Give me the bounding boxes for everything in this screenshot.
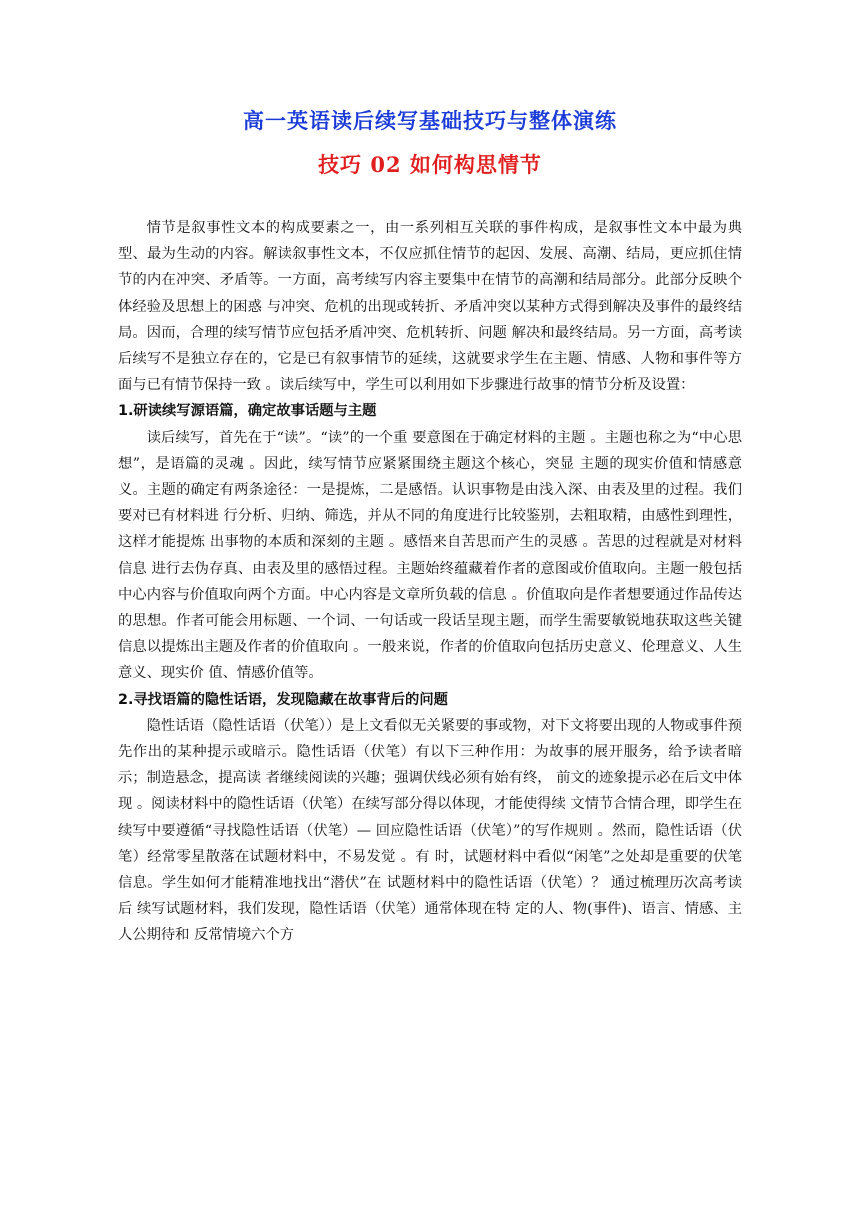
intro-paragraph: 情节是叙事性文本的构成要素之一，由一系列相互关联的事件构成，是叙事性文本中最为典型、最为生动的内容。解读叙事性文本，不仅应抓住情节的起因、发展、高潮、结局，更应抓住情节的内在冲突、矛盾等。一方面，高考续写内容主要集中在情节的高潮和结局部分。此部分反映个体经验及思想上的困惑 与冲突、危机的出现或转折、矛盾冲突以某种方式得到解决及事件的最终结局。因而，合理的续写情节应包括矛盾冲突、危机转折、问题 解决和最终结局。另一方面，高考读后续写不是独立存在的，它是已有叙事情节的延续，这就要求学生在主题、情感、人物和事件等方面与已有情节保持一致 。读后续写中，学生可以利用如下步骤进行故事的情节分析及设置：: [118, 220, 742, 394]
document-subtitle: 技巧 02 如何构思情节: [318, 152, 542, 177]
section-1-paragraph: 读后续写，首先在于“读”。“读”的一个重 要意图在于确定材料的主题 。主题也称之为“中心思想”，是语篇的灵魂 。因此，续写情节应紧紧围绕主题这个核心，突显 主题的现实价值和情感意义。主题的确定有两条途径：一是提炼，二是感悟。认识事物是由浅入深、由表及里的过程。我们要对已有材料进 行分析、归纳、筛选，并从不同的角度进行比较鉴别，去粗取精，由感性到理性，这样才能提炼 出事物的本质和深刻的主题 。感悟来自苦思而产生的灵感 。苦思的过程就是对材料信息 进行去伪存真、由表及里的感悟过程。主题始终蕴藏着作者的意图或价值取向。主题一般包括中心内容与价值取向两个方面。中心内容是文章所负载的信息 。价值取向是作者想要通过作品传达的思想。作者可能会用标题、一个词、一句话或一段话呈现主题，而学生需要敏锐地获取这些关键信息以提炼出主题及作者的价值取向 。一般来说，作者的价值取向包括历史意义、伦理意义、人生意义、现实价 值、情感价值等。: [118, 429, 742, 682]
document-title: 高一英语读后续写基础技巧与整体演练: [243, 108, 617, 133]
section-2-paragraph: 隐性话语（隐性话语（伏笔））是上文看似无关紧要的事或物，对下文将要出现的人物或事件预先作出的某种提示或暗示。隐性话语（伏笔）有以下三种作用：为故事的展开服务，给予读者暗示；制造悬念，提高读 者继续阅读的兴趣；强调伏线必须有始有终， 前文的迹象提示必在后文中体现 。阅读材料中的隐性话语（伏笔）在续写部分得以体现，才能使得续 文情节合情合理，即学生在续写中要遵循“寻找隐性话语（伏笔）— 回应隐性话语（伏笔）”的写作规则 。然而，隐性话语（伏笔）经常零星散落在试题材料中，不易发觉 。有 时，试题材料中看似“闲笔”之处却是重要的伏笔信息。学生如何才能精准地找出“潜伏”在 试题材料中的隐性话语（伏笔）？ 通过梳理历次高考读后 续写试题材料，我们发现，隐性话语（伏笔）通常体现在特 定的人、物(事件)、语言、情感、主人公期待和 反常情境六个方: [118, 717, 742, 944]
document-body: [118, 215, 742, 949]
section-1-heading: 1.研读续写源语篇，确定故事话题与主题: [118, 403, 377, 420]
section-2-heading: 2.寻找语篇的隐性话语，发现隐藏在故事背后的问题: [118, 691, 448, 708]
